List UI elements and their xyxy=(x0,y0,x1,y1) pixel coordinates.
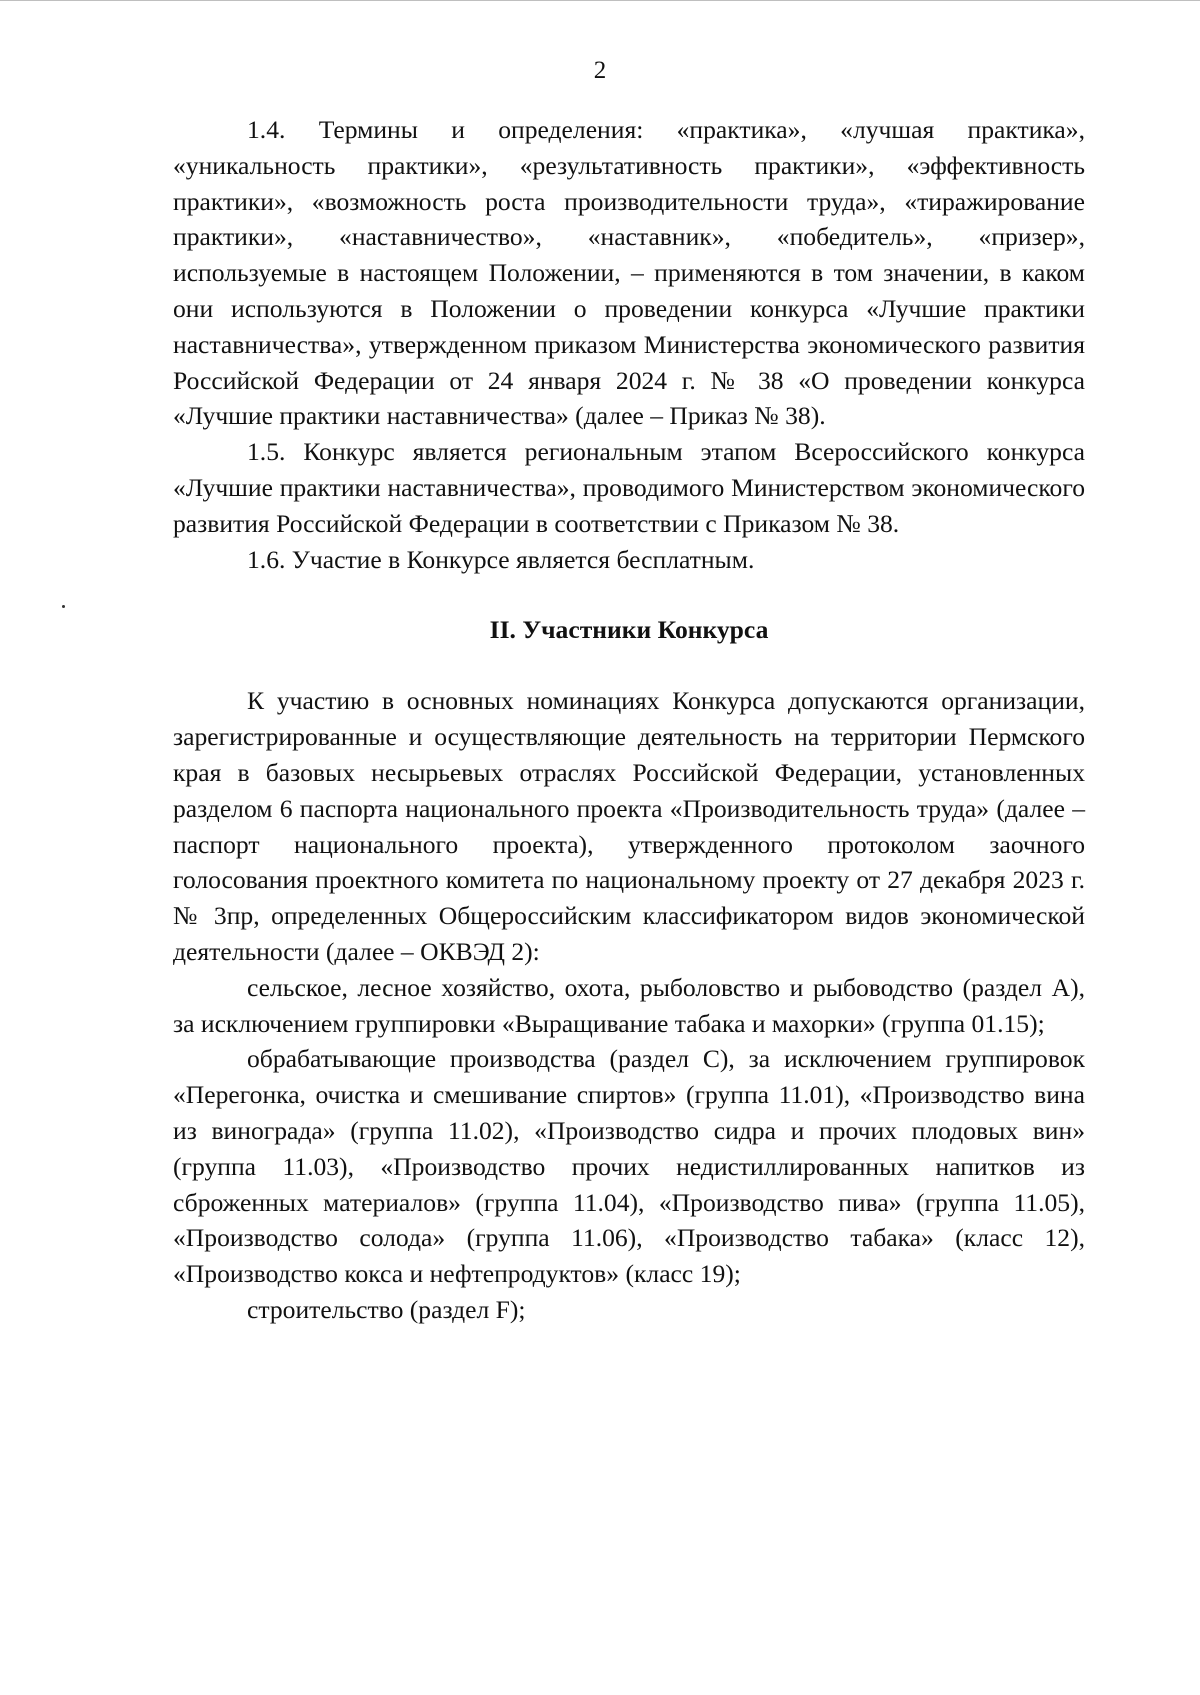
paragraph-1-5-regional-stage: 1.5. Конкурс является региональным этапом Всероссийского конкурса «Лучшие практики наставничества», проводимого Министерством экономического развития Российской Федерации в соответствии с Приказом № 38. xyxy=(173,437,1085,538)
paragraph-1-6-free-participation: 1.6. Участие в Конкурсе является бесплатным. xyxy=(247,544,755,574)
section-heading-participants: II. Участники Конкурса xyxy=(489,615,769,645)
page-number: 2 xyxy=(593,57,607,84)
document-body xyxy=(173,112,1085,1328)
paragraph-participants-intro: К участию в основных номинациях Конкурса допускаются организации, зарегистрированные и осуществляющие деятельность на территории Пермского края в базовых несырьевых отраслях Российской Федерации, установленных разделом 6 паспорта национального проекта «Производительность труда» (далее – паспорт национального проекта), утвержденного протоколом заочного голосования проектного комитета по национальному проекту от 27 декабря 2023 г. № 3пр, определенных Общероссийским классификатором видов экономической деятельности (далее – ОКВЭД 2): xyxy=(173,686,1085,966)
paragraph-1-4-terms: 1.4. Термины и определения: «практика», «лучшая практика», «уникальность практики», «результативность практики», «эффективность практики», «возможность роста производительности труда», «тиражирование практики», «наставничество», «наставник», «победитель», «призер», используемые в настоящем Положении, – применяются в том значении, в каком они используются в Положении о проведении конкурса «Лучшие практики наставничества», утвержденном приказом Министерства экономического развития Российской Федерации от 24 января 2024 г. № 38 «О проведении конкурса «Лучшие практики наставничества» (далее – Приказ № 38). xyxy=(173,115,1085,431)
list-item-manufacturing: обрабатывающие производства (раздел С), за исключением группировок «Перегонка, очистка и смешивание спиртов» (группа 11.01), «Производство вина из винограда» (группа 11.02), «Производство сидра и прочих плодовых вин» (группа 11.03), «Производство прочих недистиллированных напитков из сброженных материалов» (группа 11.04), «Производство пива» (группа 11.05), «Производство солода» (группа 11.06), «Производство табака» (класс 12), «Производство кокса и нефтепродуктов» (класс 19); xyxy=(173,1044,1085,1289)
scan-speck xyxy=(62,605,65,608)
list-item-construction: строительство (раздел F); xyxy=(247,1294,526,1324)
list-item-agriculture: сельское, лесное хозяйство, охота, рыболовство и рыбоводство (раздел А), за исключением группировки «Выращивание табака и махорки» (группа 01.15); xyxy=(173,972,1085,1038)
page-top-edge xyxy=(0,0,1200,1)
